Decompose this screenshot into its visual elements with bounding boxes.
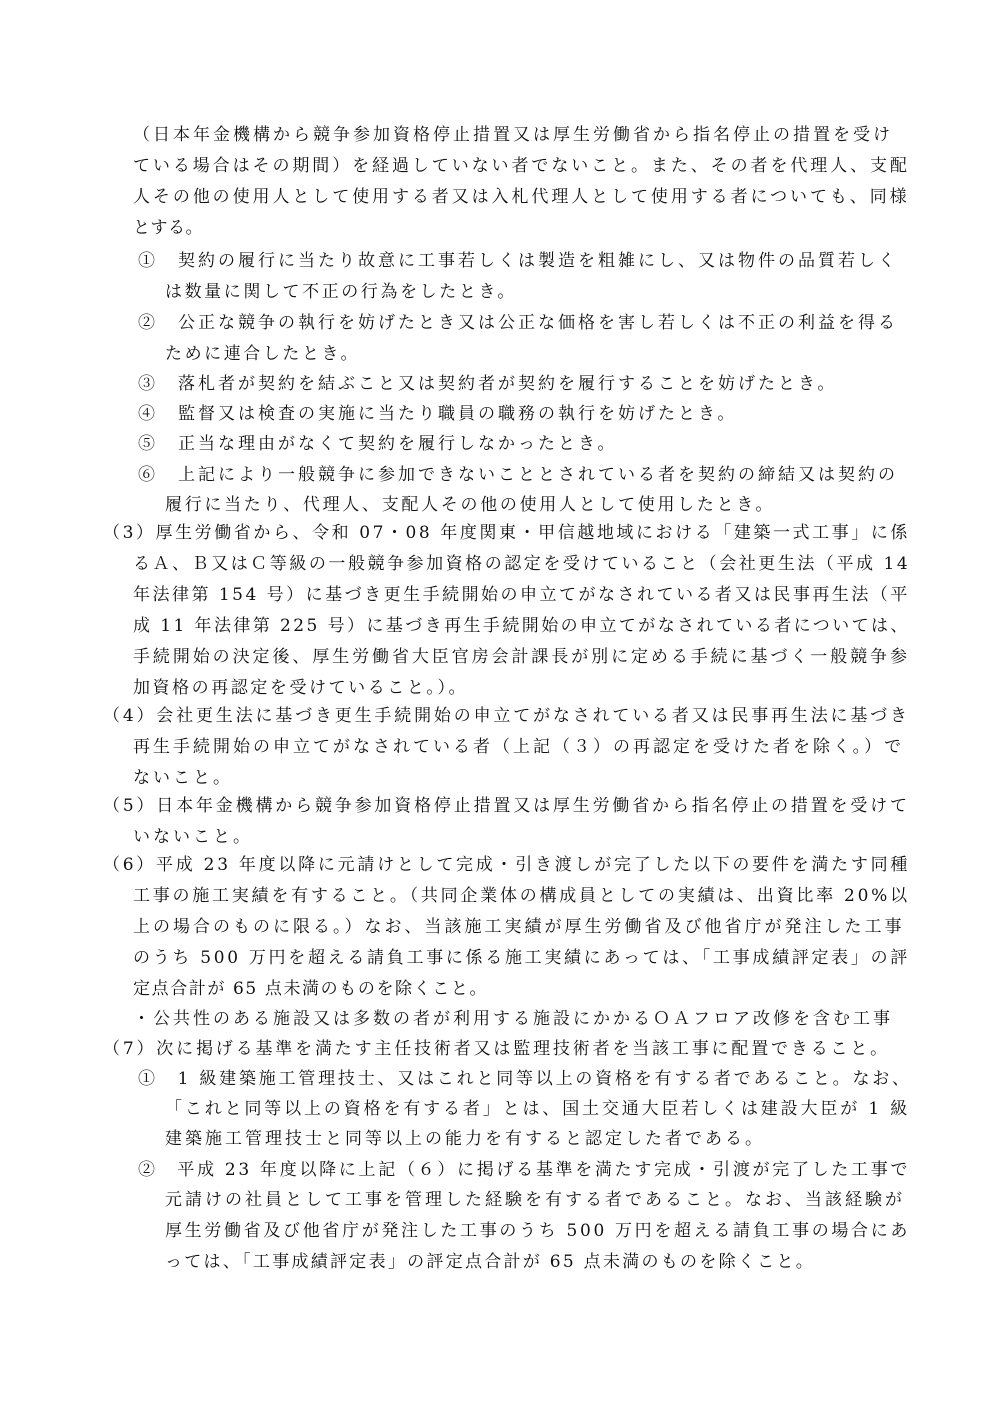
text-line: 上の場合のものに限る。）なお、当該施工実績が厚生労働省及び他省庁が発注した工事 xyxy=(133,917,905,937)
text-line: 工事の施工実績を有すること。（共同企業体の構成員としての実績は、出資比率 20%以 xyxy=(133,886,910,906)
text-line: ・公共性のある施設又は多数の者が利用する施設にかかるＯＡフロア改修を含む工事 xyxy=(133,1009,893,1029)
text-line: とする。 xyxy=(133,218,203,238)
text-line: （4）会社更生法に基づき更生手続開始の申立てがなされている者又は民事再生法に基づき xyxy=(103,706,910,726)
text-line: ② 平成 23 年度以降に上記（６）に掲げる基準を満たす完成・引渡が完了した工事で xyxy=(138,1160,911,1180)
text-line: ③ 落札者が契約を結ぶこと又は契約者が契約を履行することを妨げたとき。 xyxy=(138,374,838,394)
text-line: いないこと。 xyxy=(133,827,253,847)
text-line: ① 契約の履行に当たり故意に工事若しくは製造を粗雑にし、又は物件の品質若しく xyxy=(138,251,898,271)
text-line: 年法律第 154 号）に基づき更生手続開始の申立てがなされている者又は民事再生法（平 xyxy=(133,585,910,605)
text-line: ② 公正な競争の執行を妨げたとき又は公正な価格を害し若しくは不正の利益を得る xyxy=(138,313,898,333)
text-line: 手続開始の決定後、厚生労働省大臣官房会計課長が別に定める手続に基づく一般競争参 xyxy=(133,647,910,667)
text-line: 定点合計が 65 点未満のものを除くこと。 xyxy=(133,979,489,999)
text-line: 厚生労働省及び他省庁が発注した工事のうち 500 万円を超える請負工事の場合にあ xyxy=(165,1221,911,1241)
text-line: ために連合したとき。 xyxy=(165,344,361,364)
text-line: 履行に当たり、代理人、支配人その他の使用人として使用したとき。 xyxy=(165,495,776,515)
text-line: は数量に関して不正の行為をしたとき。 xyxy=(165,282,517,302)
text-line: 人その他の使用人として使用する者又は入札代理人として使用する者についても、同様 xyxy=(133,187,910,207)
text-line: 成 11 年法律第 225 号）に基づき再生手続開始の申立てがなされている者については、 xyxy=(133,616,910,636)
text-line: （7）次に掲げる基準を満たす主任技術者又は監理技術者を当該工事に配置できること。 xyxy=(103,1039,891,1059)
text-line: 加資格の再認定を受けていること。）。 xyxy=(133,678,469,698)
text-line: 「これと同等以上の資格を有する者」とは、国土交通大臣若しくは建設大臣が 1 級 xyxy=(165,1099,911,1119)
text-line: （日本年金機構から競争参加資格停止措置又は厚生労働省から指名停止の措置を受け xyxy=(133,125,893,145)
text-line: ないこと。 xyxy=(133,768,233,788)
text-line: 再生手続開始の申立てがなされている者（上記（３）の再認定を受けた者を除く。）で xyxy=(133,737,905,757)
text-line: ④ 監督又は検査の実施に当たり職員の職務の執行を妨げたとき。 xyxy=(138,404,738,424)
text-line: ⑤ 正当な理由がなくて契約を履行しなかったとき。 xyxy=(138,434,618,454)
text-line: ⑥ 上記により一般競争に参加できないこととされている者を契約の締結又は契約の xyxy=(138,465,898,485)
text-line: 建築施工管理技士と同等以上の能力を有すると認定した者である。 xyxy=(165,1129,765,1149)
text-line: ている場合はその期間）を経過していない者でないこと。また、その者を代理人、支配 xyxy=(133,156,910,176)
text-line: （3）厚生労働省から、令和 07・08 年度関東・甲信越地域における「建築一式工事」に係 xyxy=(103,523,910,543)
text-line: のうち 500 万円を超える請負工事に係る施工実績にあっては、「工事成績評定表」の評 xyxy=(133,948,910,968)
text-line: ① 1 級建築施工管理技士、又はこれと同等以上の資格を有する者であること。なお、 xyxy=(138,1069,912,1089)
text-line: 元請けの社員として工事を管理した経験を有する者であること。なお、当該経験が xyxy=(165,1190,905,1210)
text-line: るＡ、Ｂ又はＣ等級の一般競争参加資格の認定を受けていること（会社更生法（平成 14 xyxy=(133,554,911,574)
text-line: （5）日本年金機構から競争参加資格停止措置又は厚生労働省から指名停止の措置を受けて xyxy=(103,796,910,816)
text-line: っては、「工事成績評定表」の評定点合計が 65 点未満のものを除くこと。 xyxy=(165,1252,816,1272)
text-line: （6）平成 23 年度以降に元請けとして完成・引き渡しが完了した以下の要件を満たす同種 xyxy=(103,855,911,875)
